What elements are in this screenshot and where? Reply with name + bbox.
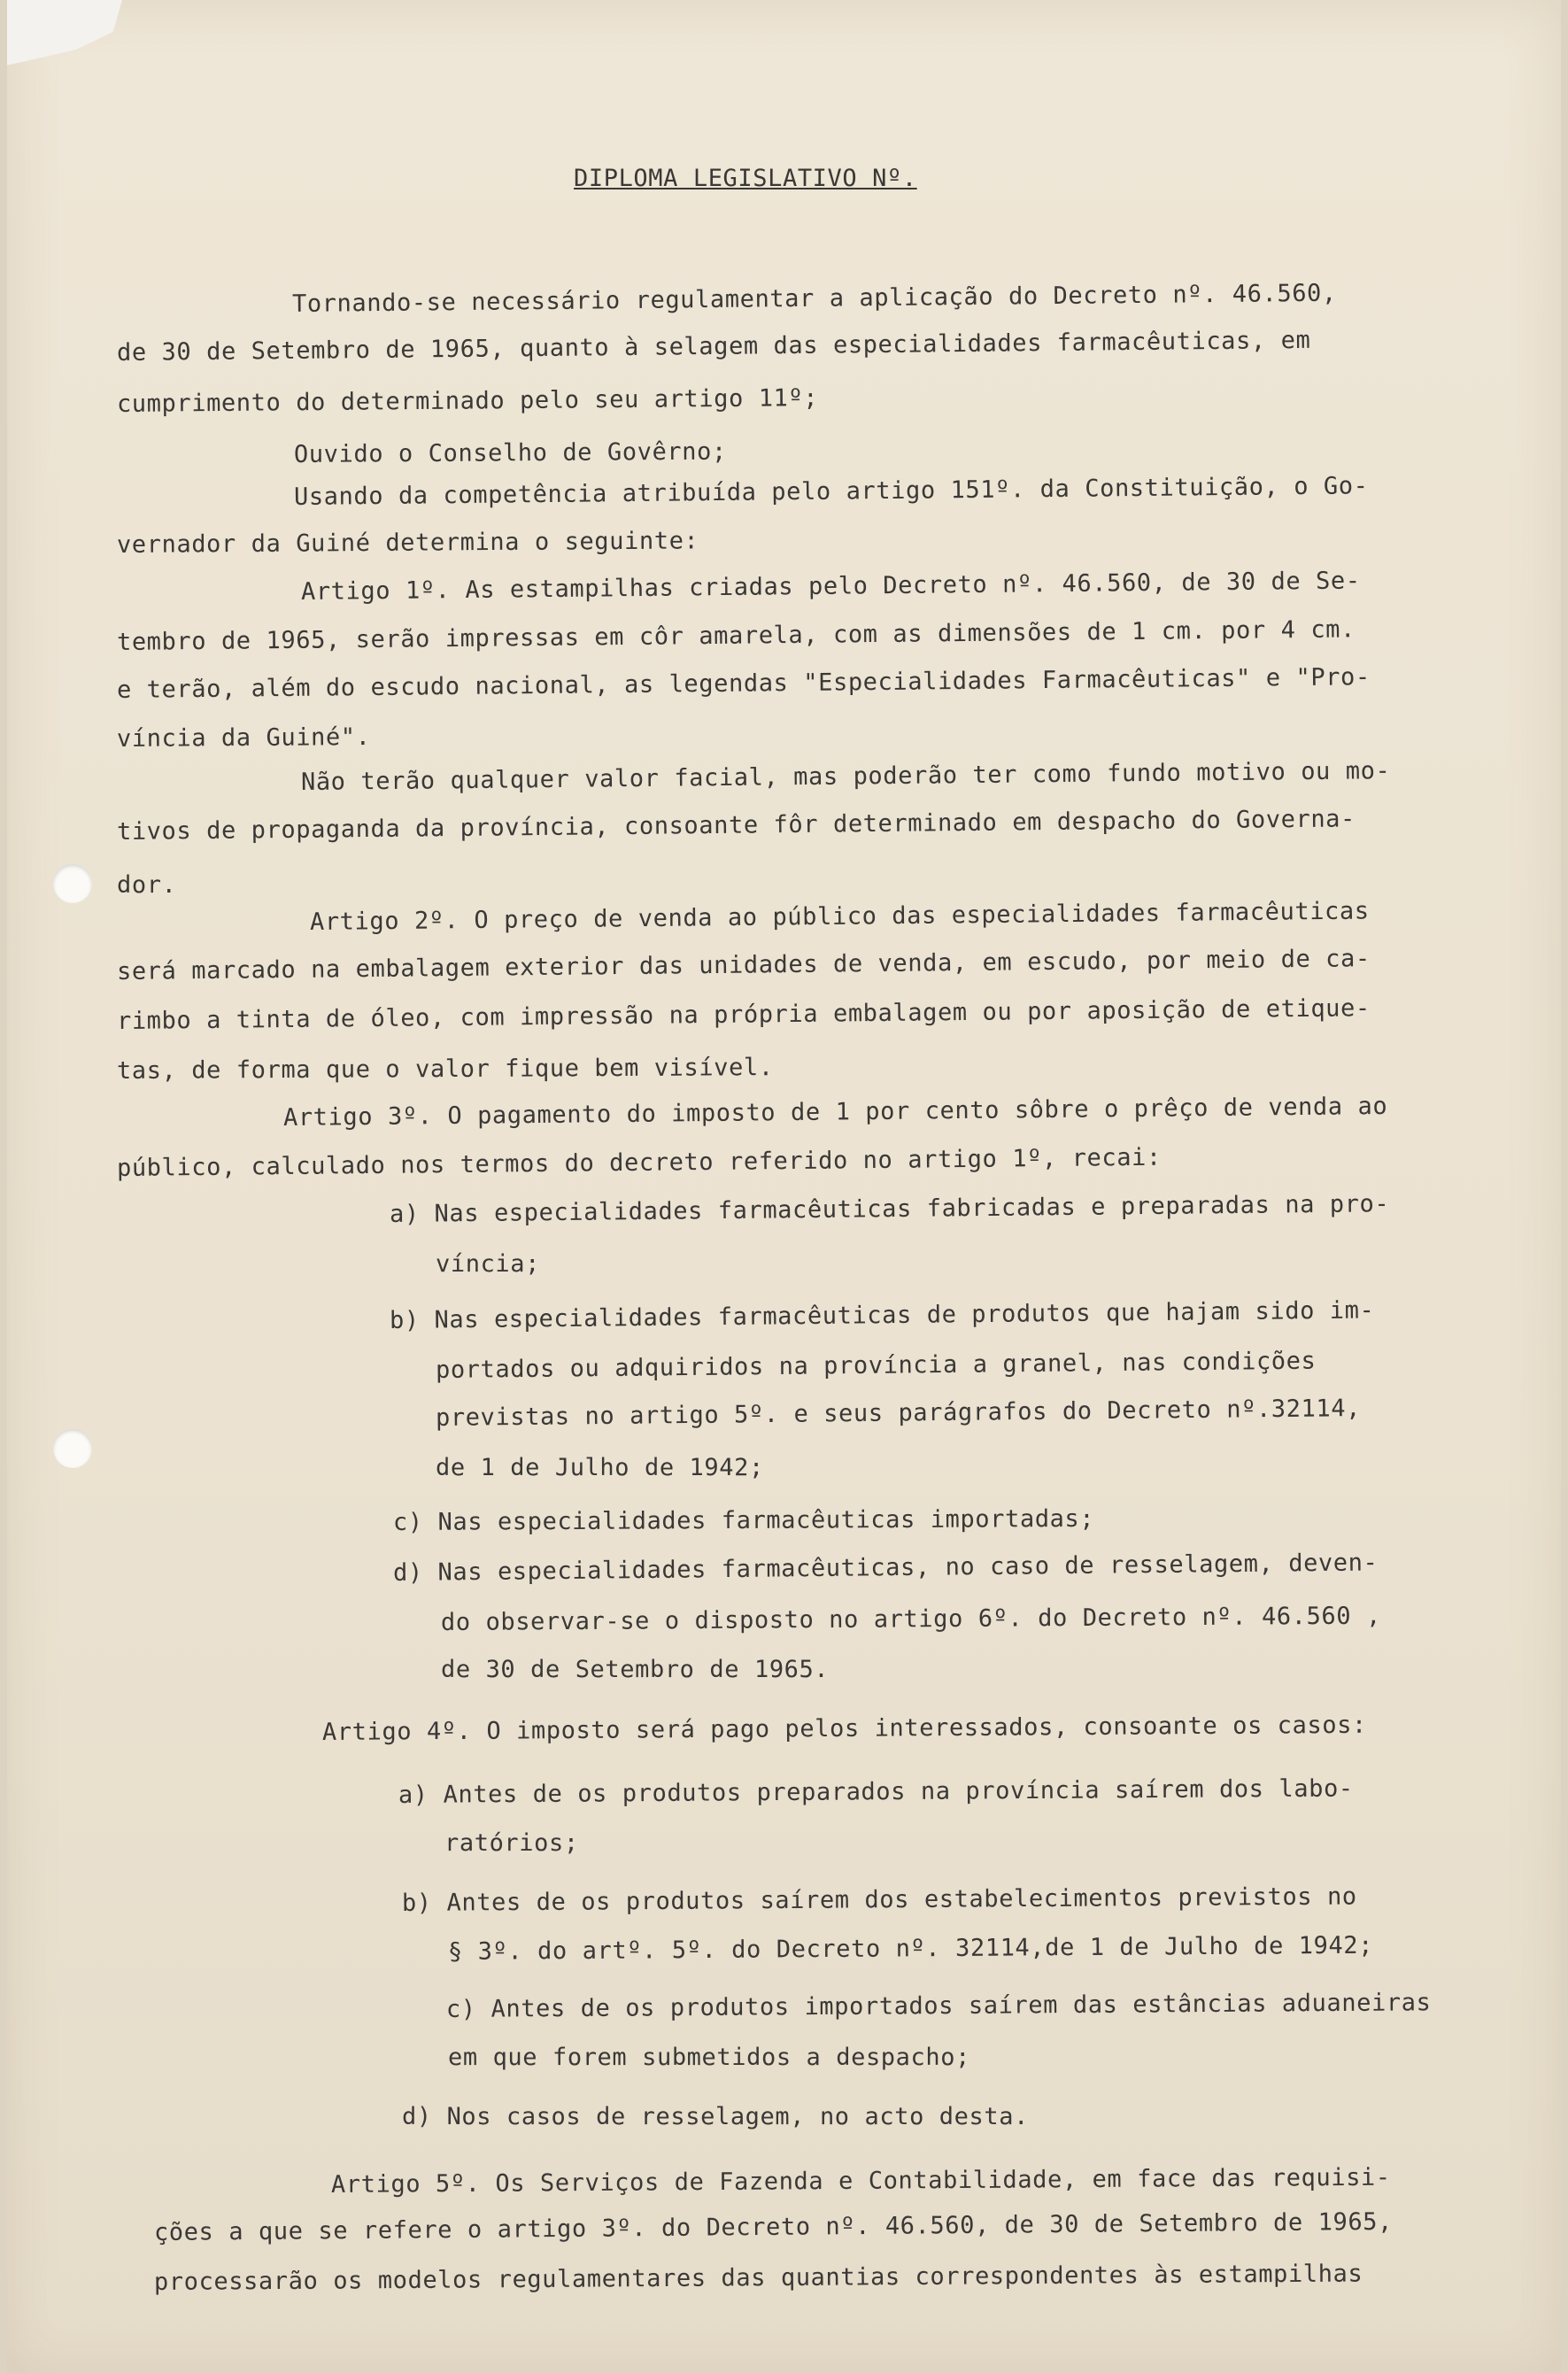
text-line: tas, de forma que o valor fique bem visível. (116, 1054, 774, 1085)
text-line: de 30 de Setembro de 1965, quanto à selagem das especialidades farmacêuticas, em (116, 326, 1311, 367)
text-line: tembro de 1965, serão impressas em côr amarela, com as dimensões de 1 cm. por 4 cm. (116, 615, 1356, 656)
text-line: portados ou adquiridos na província a granel, nas condições (435, 1347, 1317, 1384)
text-line: c) Antes de os produtos importados saírem das estâncias aduaneiras (445, 1989, 1432, 2023)
text-line: a) Antes de os produtos preparados na província saírem dos labo- (398, 1774, 1354, 1809)
text-line: previstas no artigo 5º. e seus parágrafos do Decreto nº.32114, (435, 1395, 1362, 1432)
text-line: ções a que se refere o artigo 3º. do Decreto nº. 46.560, de 30 de Setembro de 1965, (153, 2207, 1394, 2246)
text-line: rimbo a tinta de óleo, com impressão na própria embalagem ou por aposição de etique- (116, 994, 1371, 1035)
text-line: e terão, além do escudo nacional, as legendas "Especialidades Farmacêuticas" e "Pro- (116, 663, 1371, 704)
text-line: de 1 de Julho de 1942; (436, 1454, 764, 1481)
text-line: c) Nas especialidades farmacêuticas importadas; (392, 1504, 1095, 1536)
text-line: do observar-se o disposto no artigo 6º. do Decreto nº. 46.560 , (440, 1602, 1381, 1636)
text-line: público, calculado nos termos do decreto referido no artigo 1º, recai: (116, 1143, 1162, 1182)
text-line: Artigo 3º. O pagamento do imposto de 1 por cento sôbre o prêço de venda ao (282, 1092, 1388, 1132)
text-line: processarão os modelos regulamentares das quantias correspondentes às estampilhas (153, 2260, 1363, 2296)
text-line: Artigo 4º. O imposto será pago pelos interessados, consoante os casos: (321, 1711, 1367, 1746)
text-line: em que forem submetidos a despacho; (448, 2044, 970, 2071)
torn-corner (7, 0, 122, 71)
text-line: cumprimento do determinado pelo seu artigo 11º; (116, 384, 819, 418)
text-line: Artigo 1º. As estampilhas criadas pelo Decreto nº. 46.560, de 30 de Se- (300, 567, 1361, 606)
text-line: vernador da Guiné determina o seguinte: (116, 527, 699, 559)
text-line: tivos de propaganda da província, consoante fôr determinado em despacho do Governa- (116, 805, 1356, 846)
document-title: DIPLOMA LEGISLATIVO Nº. (574, 165, 917, 192)
document-page (7, 0, 1561, 2373)
punch-hole-top (53, 864, 92, 903)
text-line: Não terão qualquer valor facial, mas poderão ter como fundo motivo ou mo- (300, 757, 1391, 796)
text-line: víncia; (436, 1250, 540, 1278)
text-line: será marcado na embalagem exterior das unidades de venda, em escudo, por meio de ca- (116, 945, 1371, 986)
text-line: Artigo 5º. Os Serviços de Fazenda e Contabilidade, em face das requisi- (330, 2163, 1391, 2199)
text-line: Usando da competência atribuída pelo artigo 151º. da Constituição, o Go- (293, 472, 1369, 511)
text-line: dor. (117, 871, 177, 899)
text-line: ratórios; (444, 1829, 579, 1857)
text-line: d) Nos casos de resselagem, no acto desta. (402, 2103, 1029, 2130)
text-line: a) Nas especialidades farmacêuticas fabricadas e preparadas na pro- (389, 1190, 1390, 1228)
text-line: d) Nas especialidades farmacêuticas, no caso de resselagem, deven- (392, 1549, 1379, 1587)
text-line: Ouvido o Conselho de Govêrno; (293, 437, 727, 468)
text-line: Tornando-se necessário regulamentar a aplicação do Decreto nº. 46.560, (291, 279, 1337, 318)
punch-hole-bottom (53, 1429, 92, 1468)
text-line: de 30 de Setembro de 1965. (441, 1656, 830, 1683)
text-line: b) Antes de os produtos saírem dos estabelecimentos previstos no (401, 1882, 1357, 1917)
text-line: § 3º. do artº. 5º. do Decreto nº. 32114,de 1 de Julho de 1942; (447, 1931, 1374, 1966)
text-line: b) Nas especialidades farmacêuticas de produtos que hajam sido im- (389, 1296, 1375, 1334)
text-line: víncia da Guiné". (116, 723, 371, 753)
text-line: Artigo 2º. O preço de venda ao público das especialidades farmacêuticas (309, 897, 1370, 936)
